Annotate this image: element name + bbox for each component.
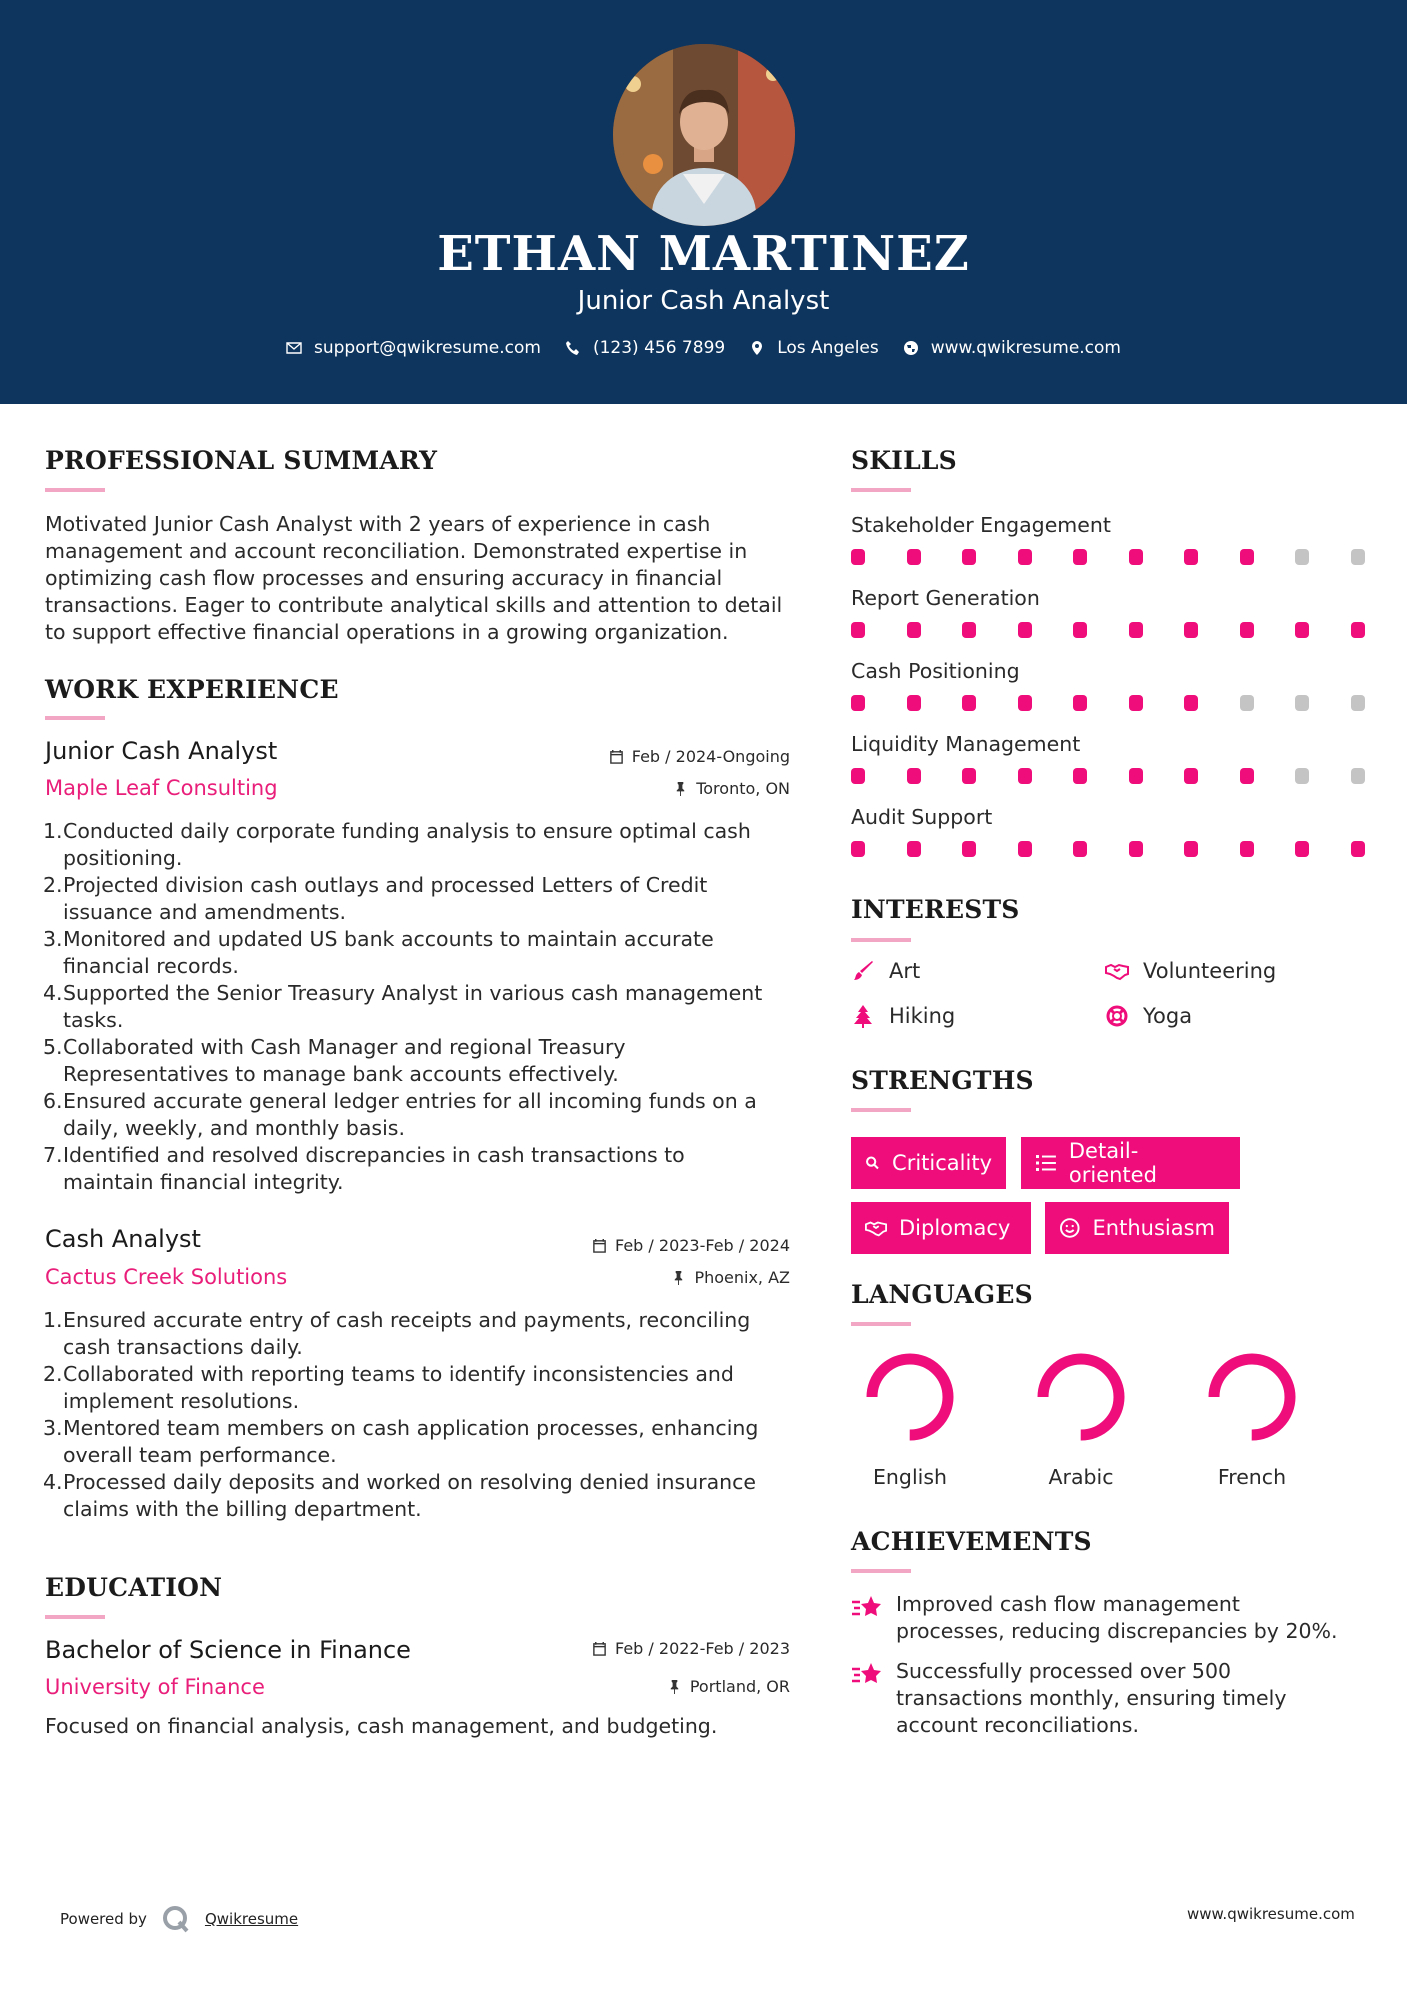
language-level-arc (1043, 1359, 1119, 1435)
item-text: overall team performance. (63, 1443, 337, 1467)
rating-dot-filled (1184, 622, 1198, 638)
education-location-text: Portland, OR (689, 1677, 790, 1696)
rating-dot-filled (1018, 768, 1032, 784)
list-item (45, 1088, 805, 1142)
strength-label: Criticality (892, 1151, 992, 1175)
job-location-text: Toronto, ON (696, 779, 790, 798)
strength-label: Diplomacy (899, 1216, 1011, 1240)
skill-rating (851, 768, 1365, 784)
item-number: 3. (43, 1416, 63, 1440)
education-heading: EDUCATION (45, 1573, 223, 1602)
strength-chip (851, 1202, 1031, 1254)
list-item (45, 926, 805, 980)
item-number: 7. (43, 1143, 63, 1167)
interest-label: Volunteering (1143, 959, 1277, 983)
education-dates-text: Feb / 2022-Feb / 2023 (615, 1639, 790, 1658)
interest-item (1105, 1004, 1192, 1028)
handshake-icon (865, 1217, 887, 1239)
job-duties (45, 818, 805, 1196)
item-text: claims with the billing department. (63, 1497, 422, 1521)
search-icon (865, 1152, 880, 1174)
interest-item (851, 1004, 955, 1028)
item-text: issuance and amendments. (63, 900, 347, 924)
rating-dot-filled (851, 841, 865, 857)
rating-dot-filled (1351, 622, 1365, 638)
item-text: Projected division cash outlays and processed Letters of Credit (63, 873, 708, 897)
skill-rating (851, 622, 1365, 638)
resume-header (0, 0, 1407, 404)
item-number: 3. (43, 927, 63, 951)
skill-rating (851, 695, 1365, 711)
list-icon (1035, 1152, 1057, 1174)
item-text: Collaborated with Cash Manager and regional Treasury (63, 1035, 626, 1059)
interest-label: Yoga (1143, 1004, 1193, 1028)
item-text: implement resolutions. (63, 1389, 300, 1413)
interests-underline (851, 938, 911, 942)
item-text: Identified and resolved discrepancies in cash transactions to (63, 1143, 685, 1167)
item-number: 1. (43, 1308, 63, 1332)
calendar-icon (592, 1641, 607, 1656)
envelope-icon (286, 340, 302, 356)
rating-dot-filled (1018, 841, 1032, 857)
strength-chip (1021, 1137, 1240, 1189)
item-text: Collaborated with reporting teams to identify inconsistencies and (63, 1362, 734, 1386)
skill-rating (851, 841, 1365, 857)
job-location (671, 1268, 790, 1287)
profile-photo (613, 44, 795, 226)
job-dates-text: Feb / 2023-Feb / 2024 (615, 1236, 790, 1255)
list-item (45, 1469, 805, 1523)
strengths-underline (851, 1108, 911, 1112)
strength-label: Enthusiasm (1092, 1216, 1215, 1240)
education-description: Focused on financial analysis, cash management, and budgeting. (45, 1714, 718, 1738)
item-number: 6. (43, 1089, 63, 1113)
contact-phone[interactable] (565, 338, 725, 358)
strengths-heading: STRENGTHS (851, 1066, 1034, 1095)
phone-icon (565, 340, 581, 356)
education-location (667, 1677, 790, 1696)
item-text: Monitored and updated US bank accounts to maintain accurate (63, 927, 714, 951)
rating-dot-filled (907, 841, 921, 857)
rating-dot-filled (1018, 622, 1032, 638)
item-text: financial records. (63, 954, 239, 978)
language-name: Arabic (1048, 1465, 1114, 1489)
shooting-star-icon (851, 1594, 883, 1622)
summary-text (45, 511, 805, 646)
rating-dot-filled (1129, 841, 1143, 857)
item-number: 4. (43, 1470, 63, 1494)
list-item (45, 1361, 805, 1415)
job-dates-text: Feb / 2024-Ongoing (631, 747, 790, 766)
item-text: positioning. (63, 846, 183, 870)
summary-line: management and account reconciliation. Demonstrated expertise in (45, 539, 748, 563)
list-item (45, 1307, 805, 1361)
interest-label: Art (889, 959, 921, 983)
strength-chip (851, 1137, 1006, 1189)
pushpin-icon (667, 1679, 682, 1694)
contact-email[interactable] (286, 338, 541, 358)
achievement-line: processes, reducing discrepancies by 20%. (896, 1619, 1338, 1643)
job-title: Junior Cash Analyst (45, 737, 278, 765)
tree-icon (851, 1004, 875, 1028)
rating-dot-filled (1073, 695, 1087, 711)
summary-line: Motivated Junior Cash Analyst with 2 years of experience in cash (45, 512, 711, 536)
skill-name: Stakeholder Engagement (851, 513, 1111, 537)
rating-dot-empty (1295, 695, 1309, 711)
rating-dot-filled (1073, 768, 1087, 784)
rating-dot-filled (1240, 768, 1254, 784)
skills-underline (851, 488, 911, 492)
languages-underline (851, 1322, 911, 1326)
location-text: Los Angeles (777, 338, 879, 358)
company-name: Cactus Creek Solutions (45, 1265, 288, 1289)
skill-name: Audit Support (851, 805, 993, 829)
experience-heading: WORK EXPERIENCE (45, 675, 339, 704)
rating-dot-filled (1073, 622, 1087, 638)
item-text: tasks. (63, 1008, 124, 1032)
footer-brand (60, 1904, 298, 1934)
list-item (45, 818, 805, 872)
education-dates (592, 1639, 790, 1658)
job-location (673, 779, 790, 798)
achievements-underline (851, 1569, 911, 1573)
item-number: 2. (43, 1362, 63, 1386)
phone-text: (123) 456 7899 (592, 338, 726, 358)
rating-dot-filled (851, 549, 865, 565)
paintbrush-icon (851, 959, 875, 983)
rating-dot-empty (1351, 768, 1365, 784)
summary-underline (45, 488, 105, 492)
calendar-icon (592, 1238, 607, 1253)
job-duties (45, 1307, 805, 1523)
rating-dot-filled (1018, 695, 1032, 711)
job-dates (609, 747, 790, 766)
rating-dot-filled (1240, 622, 1254, 638)
rating-dot-filled (907, 549, 921, 565)
contact-bar (0, 338, 1407, 358)
candidate-title: Junior Cash Analyst (577, 286, 830, 316)
item-number: 5. (43, 1035, 63, 1059)
language-gauge (850, 1351, 970, 1443)
brand-link[interactable]: Qwikresume (204, 1910, 299, 1928)
achievement-line: account reconciliations. (896, 1713, 1139, 1737)
experience-underline (45, 716, 105, 720)
list-item (45, 872, 805, 926)
website-text: www.qwikresume.com (930, 338, 1121, 358)
item-text: Ensured accurate entry of cash receipts and payments, reconciling (63, 1308, 751, 1332)
pushpin-icon (673, 781, 688, 796)
rating-dot-filled (1184, 768, 1198, 784)
skill-name: Cash Positioning (851, 659, 1020, 683)
contact-website[interactable] (903, 338, 1121, 358)
email-text: support@qwikresume.com (314, 338, 541, 358)
rating-dot-empty (1295, 549, 1309, 565)
language-name: English (872, 1465, 948, 1489)
rating-dot-filled (1129, 549, 1143, 565)
rating-dot-empty (1295, 768, 1309, 784)
skill-name: Liquidity Management (851, 732, 1081, 756)
rating-dot-filled (962, 841, 976, 857)
degree-title: Bachelor of Science in Finance (45, 1636, 411, 1664)
summary-line: to support effective financial operations in a growing organization. (45, 620, 729, 644)
rating-dot-filled (962, 768, 976, 784)
language-level-arc (1214, 1359, 1290, 1435)
rating-dot-filled (907, 622, 921, 638)
skill-rating (851, 549, 1365, 565)
interest-item (1105, 959, 1276, 983)
languages-heading: LANGUAGES (851, 1280, 1033, 1309)
list-item (45, 980, 805, 1034)
map-pin-icon (749, 340, 765, 356)
language-gauge (1021, 1351, 1141, 1443)
education-underline (45, 1615, 105, 1619)
rating-dot-filled (962, 622, 976, 638)
achievement-item (896, 1658, 1366, 1739)
interest-label: Hiking (889, 1004, 956, 1028)
company-name: Maple Leaf Consulting (45, 776, 278, 800)
list-item (45, 1415, 805, 1469)
interest-item (851, 959, 920, 983)
rating-dot-filled (962, 549, 976, 565)
language-level-arc (872, 1359, 948, 1435)
rating-dot-filled (907, 695, 921, 711)
calendar-icon (609, 749, 624, 764)
job-location-text: Phoenix, AZ (694, 1268, 790, 1287)
item-number: 2. (43, 873, 63, 897)
achievement-line: Improved cash flow management (896, 1592, 1240, 1616)
rating-dot-empty (1240, 695, 1254, 711)
rating-dot-filled (1240, 549, 1254, 565)
skill-name: Report Generation (851, 586, 1040, 610)
job-dates (592, 1236, 790, 1255)
rating-dot-filled (1129, 695, 1143, 711)
language-name: French (1217, 1465, 1287, 1489)
skills-heading: SKILLS (851, 446, 957, 475)
rating-dot-filled (851, 622, 865, 638)
pushpin-icon (671, 1270, 686, 1285)
item-text: maintain financial integrity. (63, 1170, 344, 1194)
achievement-item (896, 1591, 1366, 1645)
list-item (45, 1034, 805, 1088)
school-name: University of Finance (45, 1675, 265, 1699)
language-gauge (1192, 1351, 1312, 1443)
item-text: Mentored team members on cash application processes, enhancing (63, 1416, 759, 1440)
rating-dot-filled (1295, 622, 1309, 638)
candidate-name: ETHAN MARTINEZ (437, 226, 970, 282)
rating-dot-filled (851, 768, 865, 784)
lifering-icon (1105, 1004, 1129, 1028)
item-text: Supported the Senior Treasury Analyst in various cash management (63, 981, 763, 1005)
rating-dot-filled (1184, 695, 1198, 711)
shooting-star-icon (851, 1661, 883, 1689)
achievement-line: transactions monthly, ensuring timely (896, 1686, 1287, 1710)
summary-line: optimizing cash flow processes and ensuring accuracy in financial (45, 566, 723, 590)
item-text: Processed daily deposits and worked on resolving denied insurance (63, 1470, 757, 1494)
rating-dot-filled (1073, 549, 1087, 565)
interests-heading: INTERESTS (851, 895, 1020, 924)
list-item (45, 1142, 805, 1196)
handshake-icon (1105, 959, 1129, 983)
job-title: Cash Analyst (45, 1225, 201, 1253)
rating-dot-filled (1073, 841, 1087, 857)
powered-by-label: Powered by (60, 1910, 147, 1928)
rating-dot-filled (907, 768, 921, 784)
item-number: 4. (43, 981, 63, 1005)
rating-dot-empty (1351, 549, 1365, 565)
rating-dot-filled (1129, 768, 1143, 784)
item-text: Conducted daily corporate funding analysis to ensure optimal cash (63, 819, 751, 843)
summary-line: transactions. Eager to contribute analytical skills and attention to detail (45, 593, 783, 617)
qwikresume-logo-icon (161, 1904, 191, 1934)
strength-chip (1045, 1202, 1229, 1254)
rating-dot-filled (1295, 841, 1309, 857)
achievement-line: Successfully processed over 500 (896, 1659, 1232, 1683)
rating-dot-filled (1240, 841, 1254, 857)
rating-dot-filled (962, 695, 976, 711)
achievements-heading: ACHIEVEMENTS (851, 1527, 1092, 1556)
item-text: Representatives to manage bank accounts effectively. (63, 1062, 619, 1086)
rating-dot-empty (1351, 695, 1365, 711)
rating-dot-filled (1184, 841, 1198, 857)
strength-label: Detail-oriented (1068, 1139, 1157, 1187)
item-text: Ensured accurate general ledger entries for all incoming funds on a (63, 1089, 757, 1113)
rating-dot-filled (851, 695, 865, 711)
rating-dot-filled (1351, 841, 1365, 857)
item-text: cash transactions daily. (63, 1335, 303, 1359)
rating-dot-filled (1018, 549, 1032, 565)
rating-dot-filled (1184, 549, 1198, 565)
footer-website[interactable]: www.qwikresume.com (1187, 1905, 1355, 1923)
globe-icon (903, 340, 919, 356)
item-number: 1. (43, 819, 63, 843)
summary-heading: PROFESSIONAL SUMMARY (45, 446, 438, 475)
smile-icon (1059, 1217, 1081, 1239)
rating-dot-filled (1129, 622, 1143, 638)
contact-location (749, 338, 879, 358)
item-text: daily, weekly, and monthly basis. (63, 1116, 405, 1140)
